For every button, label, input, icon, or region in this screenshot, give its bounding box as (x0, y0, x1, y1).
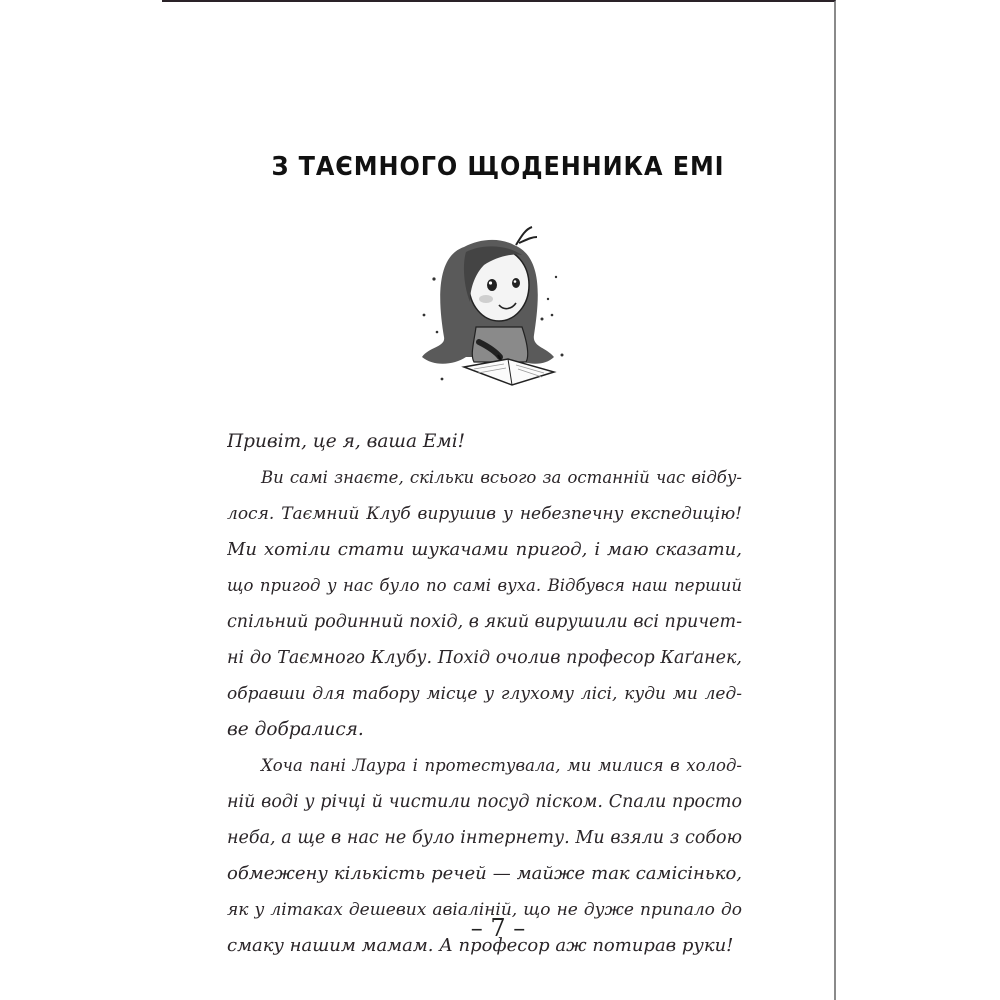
girl-illustration (404, 207, 574, 397)
text-line: неба, а ще в нас не було інтернету. Ми взяли з собою (227, 828, 742, 848)
text-line: Ви самі знаєте, скільки всього за останній час відбу- (261, 468, 742, 487)
right-eye (512, 278, 520, 288)
text-line: обравши для табору місце у глухому лісі, куди ми лед- (227, 684, 742, 704)
text-line: Привіт, це я, ваша Емі! (227, 431, 466, 452)
page-number: – 7 – (470, 914, 526, 942)
text-line: ні до Таємного Клубу. Похід очолив професор Каґанек, (227, 648, 742, 668)
text-line: що пригод у нас було по самі вуха. Відбувся наш перший (227, 576, 742, 595)
text-line: ній воді у річці й чистили посуд піском. Спали просто (227, 792, 742, 812)
text-line: як у літаках дешевих авіаліній, що не дуже припало до (227, 900, 742, 920)
text-line: спільний родинний похід, в який вирушили всі причет- (227, 612, 742, 632)
chapter-title: З ТАЄМНОГО ЩОДЕННИКА ЕМІ (271, 152, 725, 182)
body-text (227, 424, 742, 964)
text-line: смаку нашим мамам. А професор аж потирав руки! (227, 935, 734, 956)
left-eye (487, 279, 497, 291)
text-line: Хоча пані Лаура і протестувала, ми милися в холод- (261, 756, 742, 775)
text-line: ве добралися. (227, 719, 364, 740)
book-page (162, 0, 836, 1000)
hair-strands (516, 227, 537, 245)
text-line: лося. Таємний Клуб вирушив у небезпечну експедицію! (227, 504, 742, 524)
text-line: обмежену кількість речей — майже так самісінько, (227, 863, 742, 884)
text-line: Ми хотіли стати шукачами пригод, і маю сказати, (227, 539, 742, 560)
